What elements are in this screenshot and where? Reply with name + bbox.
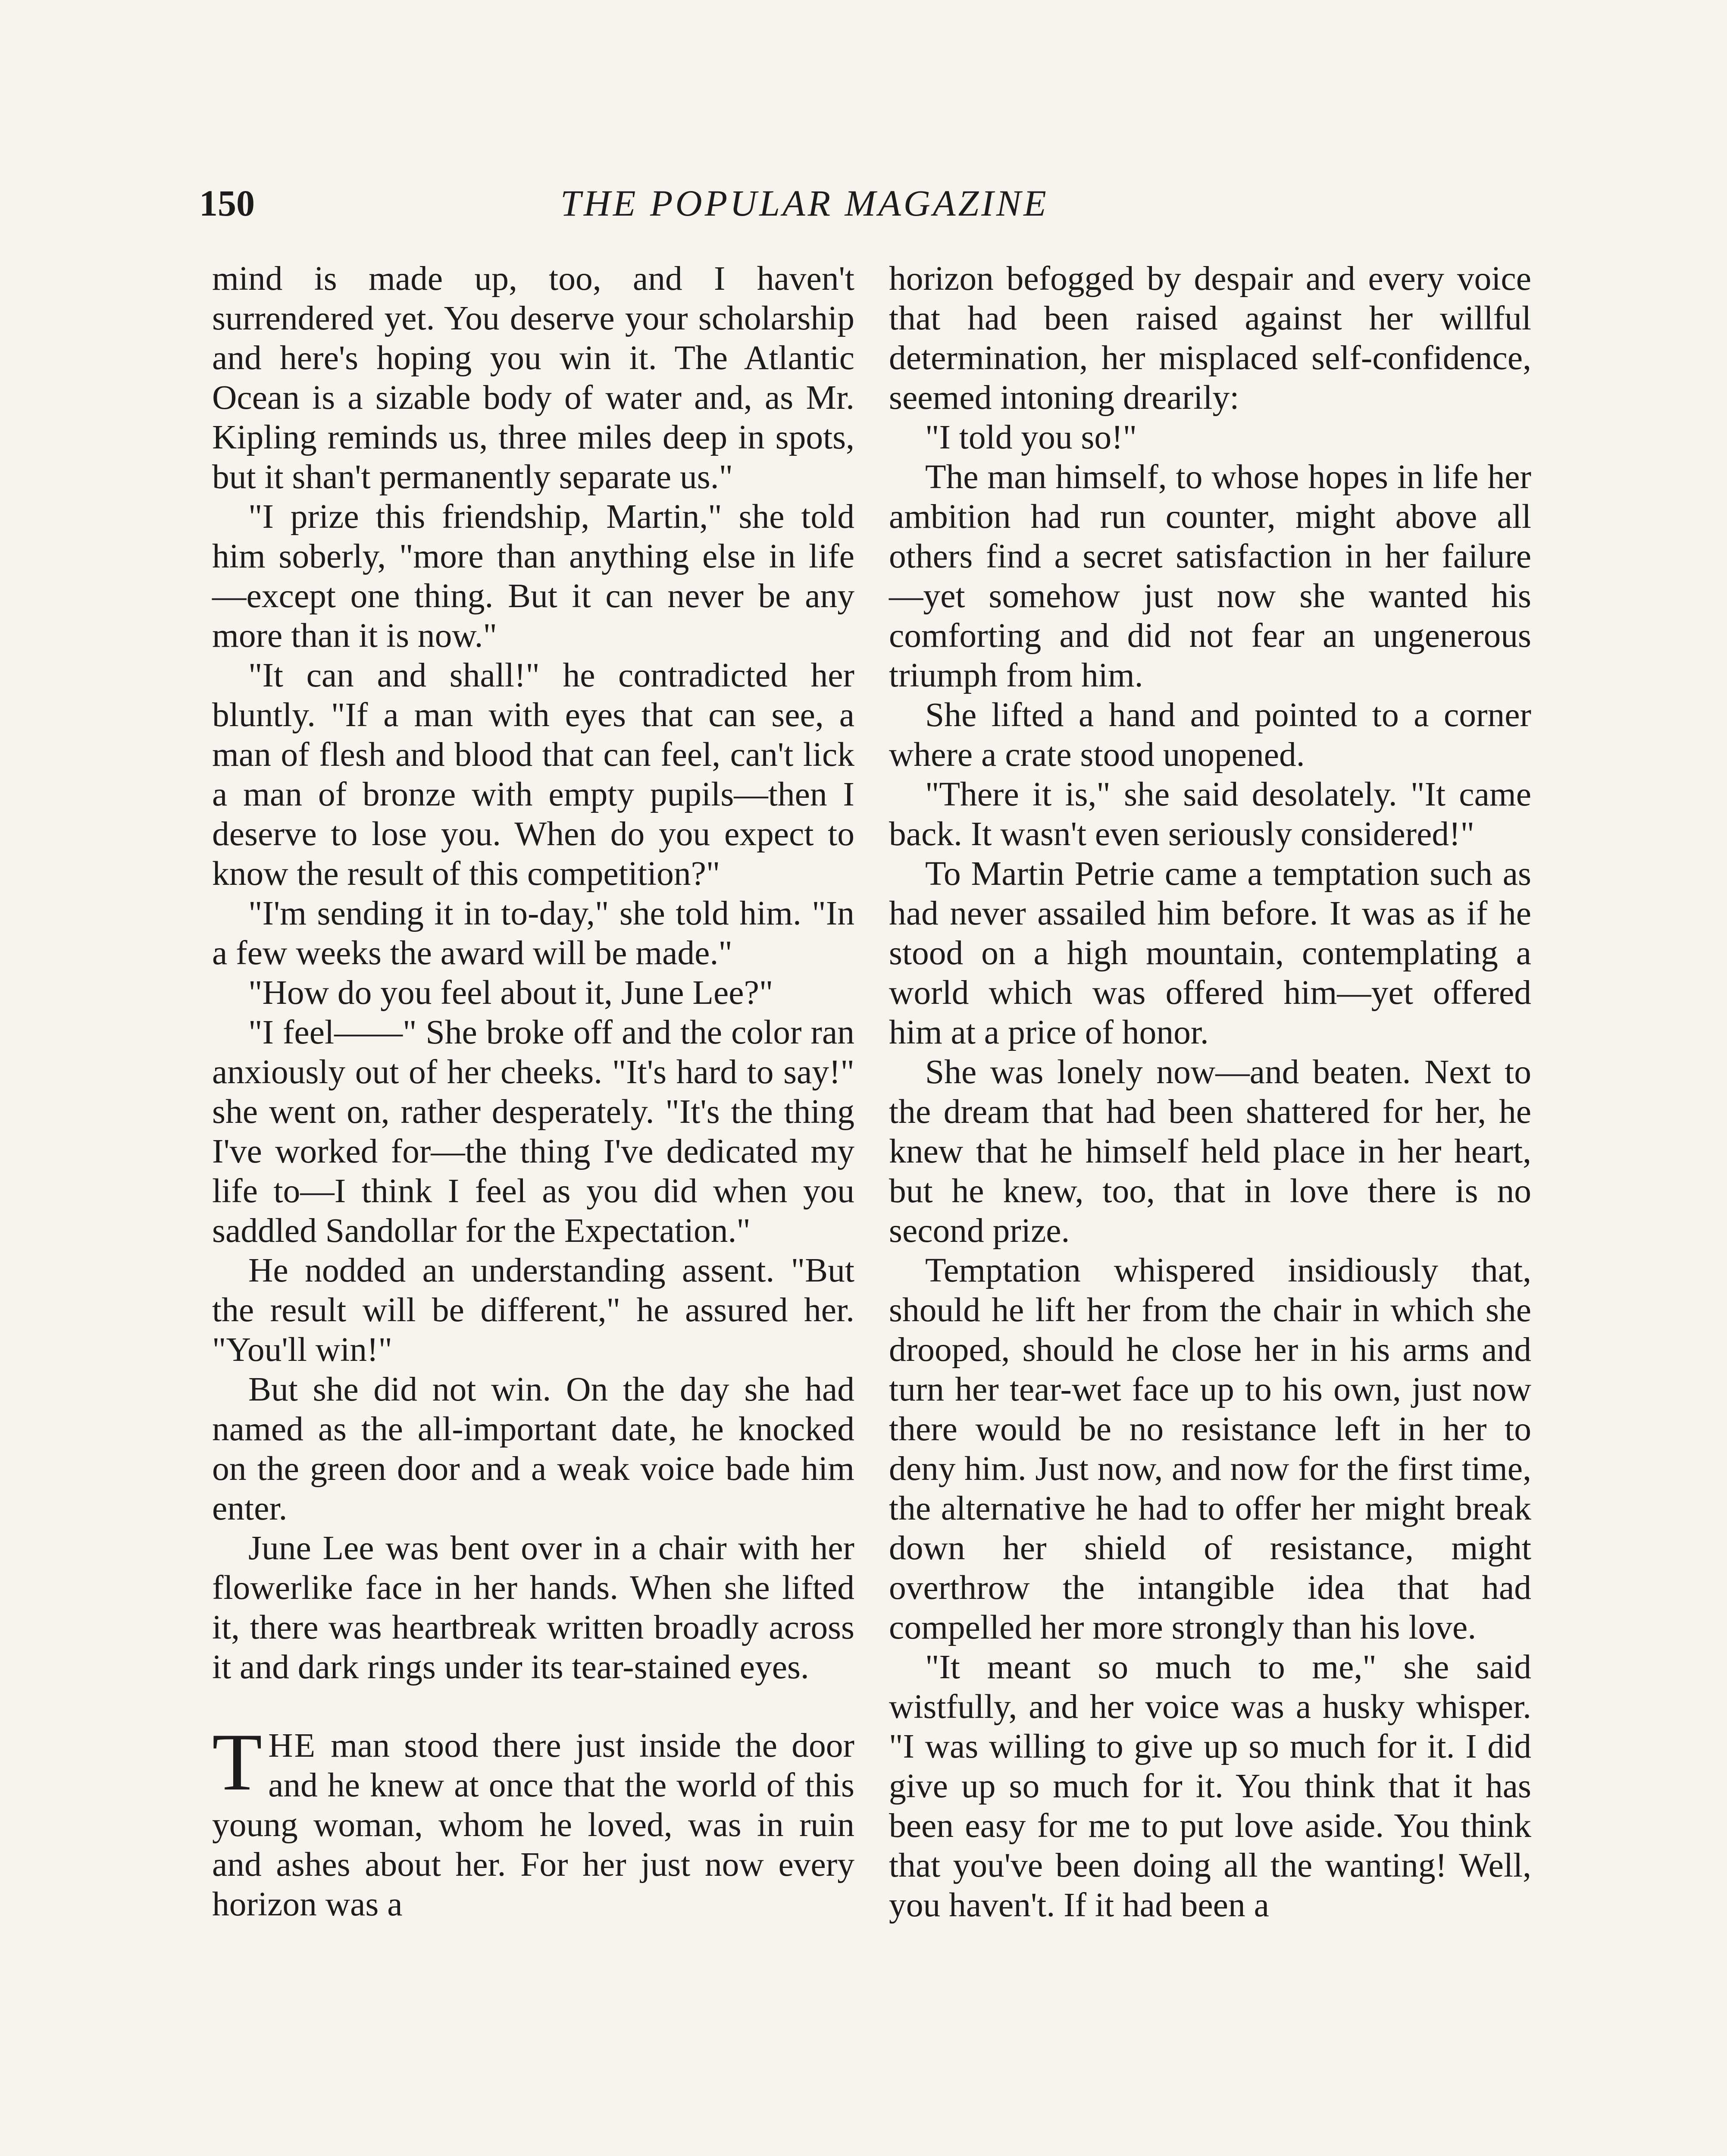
paragraph: horizon befogged by despair and every voice that had been raised against her willful determination, her misplaced self-confidence, seemed intoning drearily: (889, 260, 1531, 417)
right-column (889, 259, 1531, 1925)
paragraph: "It can and shall!" he contradicted her bluntly. "If a man with eyes that can see, a man of flesh and blood that can feel, can't lick a man of bronze with empty pupils—then I deserve to lose you. When do you expect to know the result of this competition?" (212, 656, 854, 893)
paragraph: "It meant so much to me," she said wistfully, and her voice was a husky whisper. "I was willing to give up so much for it. I did give up so much for it. You think that it has been easy for me to put love aside. You think that you've been doing all the wanting! Well, you haven't. If it had been a (889, 1648, 1531, 1924)
paragraph: "I prize this friendship, Martin," she told him soberly, "more than anything else in life—except one thing. But it can never be any more than it is now." (212, 498, 854, 655)
paragraph: "I feel——" She broke off and the color ran anxiously out of her cheeks. "It's hard to say!" she went on, rather desperately. "It's the thing I've worked for—the thing I've dedicated my life to—I think I feel as you did when you saddled Sandollar for the Expectation." (212, 1013, 854, 1250)
paragraph: mind is made up, too, and I haven't surrendered yet. You deserve your scholarship and here's hoping you win it. The Atlantic Ocean is a sizable body of water and, as Mr. Kipling reminds us, three miles deep in spots, but it shan't permanently separate us." (212, 260, 854, 496)
paragraph: She was lonely now—and beaten. Next to the dream that had been shattered for her, he knew that he himself held place in her heart, but he knew, too, that in love there is no second prize. (889, 1053, 1531, 1250)
paragraph: The man himself, to whose hopes in life her ambition had run counter, might above all others find a secret satisfaction in her failure—yet somehow just now she wanted his comforting and did not fear an ungenerous triumph from him. (889, 458, 1531, 694)
paragraph: "I'm sending it in to-day," she told him. "In a few weeks the award will be made." (212, 894, 854, 972)
paragraph: To Martin Petrie came a temptation such as had never assailed him before. It was as if he stood on a high mountain, contemplating a world which was offered him—yet offered him at a price of honor. (889, 855, 1531, 1051)
left-column (212, 259, 854, 1924)
paragraph: "There it is," she said desolately. "It came back. It wasn't even seriously considered!" (889, 775, 1531, 853)
paragraph: "How do you feel about it, June Lee?" (248, 974, 773, 1012)
paragraph: Temptation whispered insidiously that, should he lift her from the chair in which she drooped, should he close her in his arms and turn her tear-wet face up to his own, just now there would be no resistance left in her to deny him. Just now, and now for the first time, the alternative he had to offer her might break down her shield of resistance, might overthrow the intangible idea that had compelled her more strongly than his love. (889, 1251, 1531, 1646)
paragraph: He nodded an understanding assent. "But the result will be different," he assured her. "You'll win!" (212, 1251, 854, 1369)
section-opening-paragraph (212, 1717, 854, 1924)
paragraph-text: man stood there just inside the door and he knew at once that the world of this young woman, whom he loved, was in ruin and ashes about her. For her just now every horizon was a (212, 1727, 854, 1923)
drop-cap: T (212, 1717, 263, 1808)
lead-word: HE (268, 1727, 317, 1764)
running-title: THE POPULAR MAGAZINE (560, 182, 1049, 224)
page-number: 150 (199, 182, 255, 224)
paragraph: "I told you so!" (925, 418, 1137, 456)
paragraph: June Lee was bent over in a chair with her flowerlike face in her hands. When she lifted it, there was heartbreak written broadly across it and dark rings under its tear-stained eyes. (212, 1529, 854, 1686)
paragraph: She lifted a hand and pointed to a corner where a crate stood unopened. (889, 696, 1531, 774)
paragraph: But she did not win. On the day she had named as the all-important date, he knocked on the green door and a weak voice bade him enter. (212, 1370, 854, 1527)
